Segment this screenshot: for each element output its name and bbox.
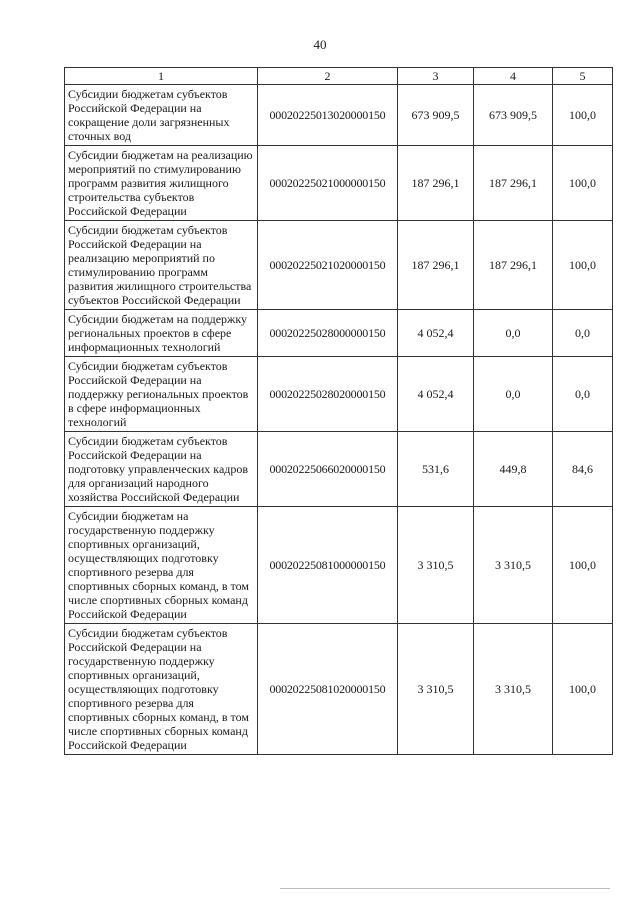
header-col-5: 5	[553, 68, 613, 85]
header-col-3: 3	[398, 68, 474, 85]
row-value-col4-cell: 3 310,5	[474, 507, 553, 624]
scan-artifact-line	[280, 888, 610, 889]
row-name-cell: Субсидии бюджетам субъектов Российской Федерации на подготовку управленческих кадров для организаций народного хозяйства Российской Федерации	[65, 432, 258, 507]
row-percent-cell: 100,0	[553, 221, 613, 310]
row-name-cell: Субсидии бюджетам субъектов Российской Федерации на государственную поддержку спортивных организаций, осуществляющих подготовку спортивного резерва для спортивных сборных команд, в том числе спортивных сборных команд Российской Федерации	[65, 624, 258, 755]
row-value-col3-cell: 531,6	[398, 432, 474, 507]
row-code-cell: 00020225028020000150	[258, 357, 398, 432]
header-col-1: 1	[65, 68, 258, 85]
row-code-cell: 00020225028000000150	[258, 310, 398, 357]
row-value-col4-cell: 3 310,5	[474, 624, 553, 755]
row-name-cell: Субсидии бюджетам на государственную поддержку спортивных организаций, осуществляющих подготовку спортивного резерва для спортивных сборных команд, в том числе спортивных сборных команд Российской Федерации	[65, 507, 258, 624]
row-value-col3-cell: 3 310,5	[398, 624, 474, 755]
row-name-cell: Субсидии бюджетам субъектов Российской Федерации на сокращение доли загрязненных сточных вод	[65, 85, 258, 146]
row-percent-cell: 100,0	[553, 85, 613, 146]
row-value-col3-cell: 4 052,4	[398, 357, 474, 432]
table-row	[65, 357, 613, 432]
row-percent-cell: 0,0	[553, 357, 613, 432]
row-value-col4-cell: 449,8	[474, 432, 553, 507]
row-percent-cell: 100,0	[553, 507, 613, 624]
row-code-cell: 00020225021000000150	[258, 146, 398, 221]
table-row	[65, 624, 613, 755]
table-body	[65, 85, 613, 755]
row-percent-cell: 0,0	[553, 310, 613, 357]
row-value-col4-cell: 0,0	[474, 357, 553, 432]
row-value-col4-cell: 187 296,1	[474, 146, 553, 221]
budget-table	[64, 67, 613, 755]
table-row	[65, 85, 613, 146]
table-row	[65, 310, 613, 357]
row-name-cell: Субсидии бюджетам на поддержку региональных проектов в сфере информационных технологий	[65, 310, 258, 357]
row-value-col3-cell: 4 052,4	[398, 310, 474, 357]
page-number: 40	[313, 37, 327, 52]
row-percent-cell: 100,0	[553, 624, 613, 755]
table-row	[65, 432, 613, 507]
table-header-row	[65, 68, 613, 85]
row-value-col4-cell: 187 296,1	[474, 221, 553, 310]
header-col-2: 2	[258, 68, 398, 85]
row-percent-cell: 100,0	[553, 146, 613, 221]
row-value-col3-cell: 673 909,5	[398, 85, 474, 146]
row-code-cell: 00020225021020000150	[258, 221, 398, 310]
row-code-cell: 00020225066020000150	[258, 432, 398, 507]
table-row	[65, 221, 613, 310]
row-percent-cell: 84,6	[553, 432, 613, 507]
row-name-cell: Субсидии бюджетам субъектов Российской Федерации на поддержку региональных проектов в сфере информационных технологий	[65, 357, 258, 432]
row-code-cell: 00020225081020000150	[258, 624, 398, 755]
table-row	[65, 507, 613, 624]
row-value-col4-cell: 673 909,5	[474, 85, 553, 146]
row-name-cell: Субсидии бюджетам субъектов Российской Федерации на реализацию мероприятий по стимулированию программ развития жилищного строительства субъектов Российской Федерации	[65, 221, 258, 310]
row-value-col3-cell: 187 296,1	[398, 146, 474, 221]
row-code-cell: 00020225081000000150	[258, 507, 398, 624]
row-value-col4-cell: 0,0	[474, 310, 553, 357]
header-col-4: 4	[474, 68, 553, 85]
row-code-cell: 00020225013020000150	[258, 85, 398, 146]
table-row	[65, 146, 613, 221]
row-value-col3-cell: 3 310,5	[398, 507, 474, 624]
row-name-cell: Субсидии бюджетам на реализацию мероприятий по стимулированию программ развития жилищного строительства субъектов Российской Федерации	[65, 146, 258, 221]
row-value-col3-cell: 187 296,1	[398, 221, 474, 310]
